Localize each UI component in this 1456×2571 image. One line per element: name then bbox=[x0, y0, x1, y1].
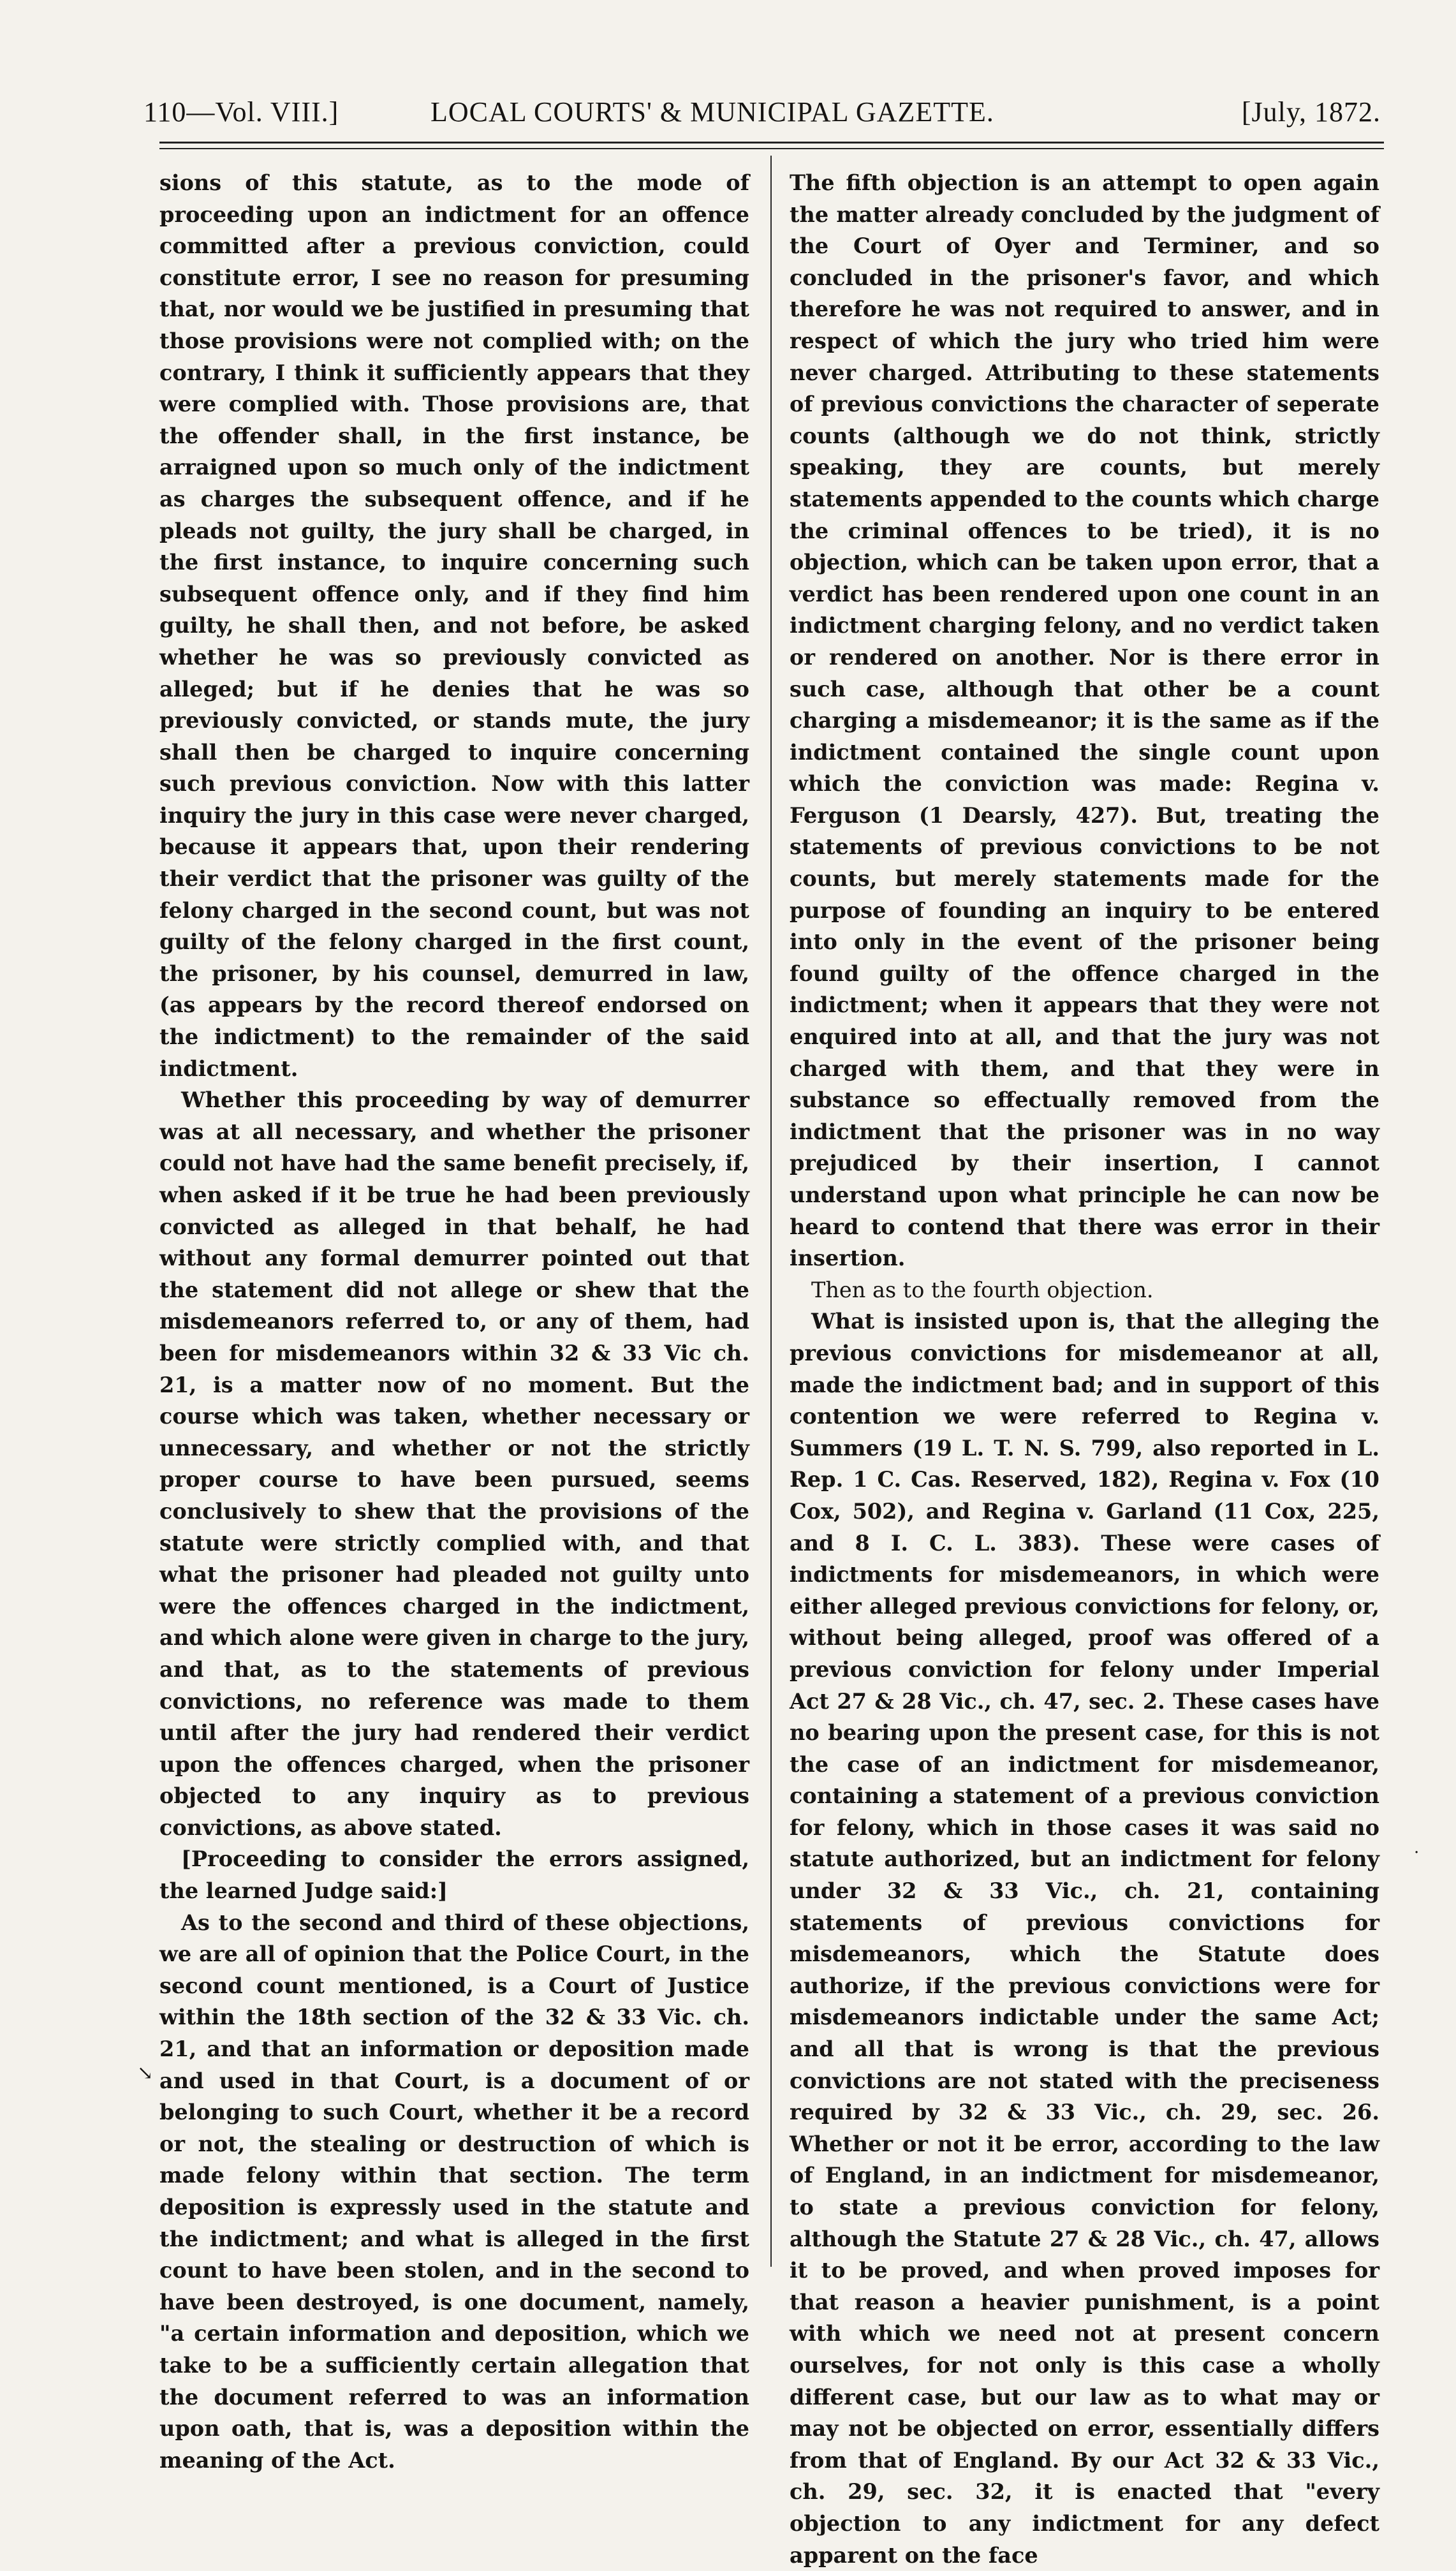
header-rule-secondary bbox=[159, 148, 1384, 149]
paragraph: sions of this statute, as to the mode of proceeding upon an indictment for an offence committed after a previous conviction, could constitute error, I see no reason for presuming that, nor would we be justified in presuming that those provisions were not complied with; on the contrary, I think it sufficiently appears that they were complied with. Those provisions are, that the offender shall, in the first instance, be arraigned upon so much only of the indictment as charges the subsequent offence, and if he pleads not guilty, the jury shall be charged, in the first instance, to inquire concerning such subsequent offence only, and if they find him guilty, he shall then, and not before, be asked whether he was so previously convicted as alleged; but if he denies that he was so previously convicted, or stands mute, the jury shall then be charged to inquire concerning such previous conviction. Now with this latter inquiry the jury in this case were never charged, because it appears that, upon their rendering their verdict that the prisoner was guilty of the felony charged in the second count, but was not guilty of the felony charged in the first count, the prisoner, by his counsel, demurred in law, (as appears by the record thereof endorsed on the indictment) to the remainder of the said indictment. bbox=[159, 170, 749, 1081]
header-journal-title: LOCAL COURTS' & MUNICIPAL GAZETTE. bbox=[430, 96, 994, 128]
right-column bbox=[790, 167, 1379, 2568]
paragraph: Whether this proceeding by way of demurrer was at all necessary, and whether the prisoner could not have had the same benefit precisely, if, when asked if it be true he had been previously convicted as alleged in that behalf, he had without any formal demurrer pointed out that the statement did not allege or shew that the misdemeanors referred to, or any of them, had been for misdemeanors within 32 & 33 Vic ch. 21, is a matter now of no moment. But the course which was taken, whether necessary or unnecessary, and whether or not the strictly proper course to have been pursued, seems conclusively to shew that the provisions of the statute were strictly complied with, and that what the prisoner had pleaded not guilty unto were the offences charged in the indictment, and which alone were given in charge to the jury, and that, as to the statements of previous convictions, no reference was made to them until after the jury had rendered their verdict upon the offences charged, when the prisoner objected to any inquiry as to previous convictions, as above stated. bbox=[159, 1087, 749, 1840]
margin-arrow-mark: ↘ bbox=[137, 2062, 154, 2084]
paragraph: [Proceeding to consider the errors assigned, the learned Judge said:] bbox=[159, 1846, 749, 1904]
header-date: [July, 1872. bbox=[1241, 96, 1381, 128]
margin-dot-mark: · bbox=[1414, 1843, 1420, 1862]
paragraph: As to the second and third of these objections, we are all of opinion that the Police Court, in the second count mentioned, is a Court of Justice within the 18th section of the 32 & 33 Vic. ch. 21, and that an information or deposition made and used in that Court, is a document of or belonging to such Court, whether it be a record or not, the stealing or destruction of which is made felony within that section. The term deposition is expressly used in the statute and the indictment; and what is alleged in the first count to have been stolen, and in the second to have been destroyed, is one document, namely, "a certain information and deposition, which we take to be a sufficiently certain allegation that the document referred to was an information upon oath, that is, was a deposition within the meaning of the Act. bbox=[159, 1910, 749, 2473]
running-header bbox=[143, 89, 1381, 140]
paragraph: The fifth objection is an attempt to open again the matter already concluded by the judgment of the Court of Oyer and Terminer, and so concluded in the prisoner's favor, and which therefore he was not required to answer, and in respect of which the jury who tried him were never charged. Attributing to these statements of previous convictions the character of seperate counts (although we do not think, strictly speaking, they are counts, but merely statements appended to the counts which charge the criminal offences to be tried), it is no objection, which can be taken upon error, that a verdict has been rendered upon one count in an indictment charging felony, and no verdict taken or rendered on another. Nor is there error in such case, although that other be a count charging a misdemeanor; it is the same as if the indictment contained the single count upon which the conviction was made: Regina v. Ferguson (1 Dearsly, 427). But, treating the statements of previous convictions to be not counts, but merely statements made for the purpose of founding an inquiry to be entered into only in the event of the prisoner being found guilty of the offence charged in the indictment; when it appears that they were not enquired into at all, and that the jury was not charged with them, and that they were in substance so effectually removed from the indictment that the prisoner was in no way prejudiced by their insertion, I cannot understand upon what principle he can now be heard to contend that there was error in their insertion. bbox=[790, 170, 1379, 1271]
paragraph: Then as to the fourth objection. bbox=[811, 1277, 1154, 1302]
left-column bbox=[159, 167, 749, 2473]
paragraph: What is insisted upon is, that the alleging the previous convictions for misdemeanor at all, made the indictment bad; and in support of this contention we were referred to Regina v. Summers (19 L. T. N. S. 799, also reported in L. Rep. 1 C. Cas. Reserved, 182), Regina v. Fox (10 Cox, 502), and Regina v. Garland (11 Cox, 225, and 8 I. C. L. 383). These were cases of indictments for misdemeanors, in which were either alleged previous convictions for felony, or, without being alleged, proof was offered of a previous conviction for felony under Imperial Act 27 & 28 Vic., ch. 47, sec. 2. These cases have no bearing upon the present case, for this is not the case of an indictment for misdemeanor, containing a statement of a previous conviction for felony, which in those cases it was said no statute authorized, but an indictment for felony under 32 & 33 Vic., ch. 21, containing statements of previous convictions for misdemeanors, which the Statute does authorize, if the previous convictions were for misdemeanors indictable under the same Act; and all that is wrong is that the previous convictions are not stated with the preciseness required by 32 & 33 Vic., ch. 29, sec. 26. Whether or not it be error, according to the law of England, in an indictment for misdemeanor, to state a previous conviction for felony, although the Statute 27 & 28 Vic., ch. 47, allows it to be proved, and when proved imposes for that reason a heavier punishment, is a point with which we need not at present concern ourselves, for not only is this case a wholly different case, but our law as to what may or may not be objected on error, essentially differs from that of England. By our Act 32 & 33 Vic., ch. 29, sec. 32, it is enacted that "every objection to any indictment for any defect apparent on the face bbox=[790, 1309, 1379, 2568]
header-page-volume: 110—Vol. VIII.] bbox=[143, 96, 339, 128]
column-divider bbox=[770, 156, 772, 2267]
header-rule bbox=[159, 142, 1384, 144]
